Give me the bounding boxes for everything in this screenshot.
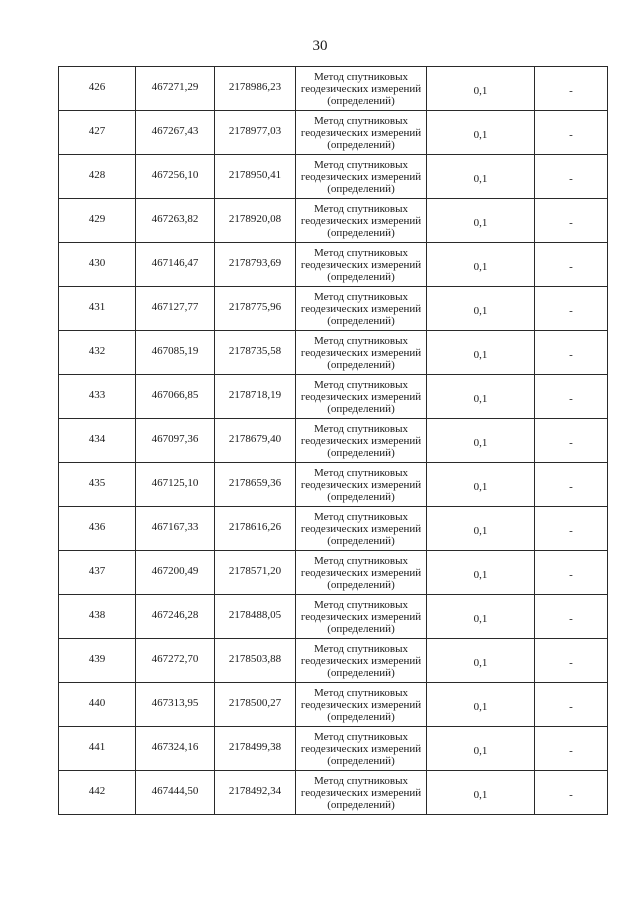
y-coordinate-cell (215, 67, 296, 111)
page-number: 30 (312, 38, 328, 54)
table-row (59, 199, 608, 243)
method-cell (296, 243, 427, 287)
y-coordinate-text: 2178793,69 (228, 257, 282, 269)
accuracy-text: 0,1 (473, 656, 488, 669)
y-coordinate-text: 2178492,34 (228, 785, 282, 797)
point-number-cell (59, 331, 136, 375)
accuracy-cell (427, 463, 535, 507)
table-row (59, 639, 608, 683)
x-coordinate-text: 467267,43 (151, 125, 199, 137)
x-coordinate-text: 467200,49 (151, 565, 199, 577)
x-coordinate-cell (136, 287, 215, 331)
point-number-text: 440 (88, 697, 106, 709)
accuracy-cell (427, 243, 535, 287)
y-coordinate-cell (215, 727, 296, 771)
point-number-text: 433 (88, 389, 106, 401)
point-number-text: 431 (88, 301, 106, 313)
description-text: - (569, 744, 573, 757)
y-coordinate-cell (215, 507, 296, 551)
table-row (59, 287, 608, 331)
point-number-text: 434 (88, 433, 106, 445)
point-number-cell (59, 287, 136, 331)
description-cell (535, 595, 608, 639)
description-cell (535, 639, 608, 683)
y-coordinate-text: 2178735,58 (228, 345, 282, 357)
table-row (59, 771, 608, 815)
point-number-cell (59, 155, 136, 199)
x-coordinate-text: 467127,77 (151, 301, 199, 313)
table-row (59, 463, 608, 507)
accuracy-cell (427, 199, 535, 243)
description-text: - (569, 392, 573, 405)
table-row (59, 595, 608, 639)
method-cell (296, 639, 427, 683)
table-row (59, 155, 608, 199)
method-text: Метод спутниковых геодезических измерений (определений) (300, 774, 422, 811)
method-cell (296, 595, 427, 639)
accuracy-cell (427, 595, 535, 639)
y-coordinate-text: 2178659,36 (228, 477, 282, 489)
x-coordinate-cell (136, 639, 215, 683)
y-coordinate-text: 2178986,23 (228, 81, 282, 93)
method-cell (296, 507, 427, 551)
method-cell (296, 375, 427, 419)
method-cell (296, 419, 427, 463)
y-coordinate-text: 2178977,03 (228, 125, 282, 137)
method-cell (296, 551, 427, 595)
x-coordinate-text: 467324,16 (151, 741, 199, 753)
y-coordinate-cell (215, 287, 296, 331)
description-cell (535, 727, 608, 771)
point-number-cell (59, 551, 136, 595)
x-coordinate-cell (136, 551, 215, 595)
accuracy-cell (427, 551, 535, 595)
description-text: - (569, 524, 573, 537)
point-number-cell (59, 683, 136, 727)
method-text: Метод спутниковых геодезических измерений (определений) (300, 246, 422, 283)
method-text: Метод спутниковых геодезических измерений (определений) (300, 642, 422, 679)
table-row (59, 683, 608, 727)
x-coordinate-cell (136, 683, 215, 727)
point-number-cell (59, 419, 136, 463)
accuracy-text: 0,1 (473, 568, 488, 581)
description-text: - (569, 436, 573, 449)
point-number-text: 435 (88, 477, 106, 489)
method-cell (296, 331, 427, 375)
point-number-cell (59, 727, 136, 771)
point-number-text: 438 (88, 609, 106, 621)
accuracy-cell (427, 507, 535, 551)
point-number-text: 441 (88, 741, 106, 753)
method-text: Метод спутниковых геодезических измерений (определений) (300, 114, 422, 151)
x-coordinate-cell (136, 595, 215, 639)
accuracy-cell (427, 727, 535, 771)
point-number-text: 432 (88, 345, 106, 357)
x-coordinate-cell (136, 771, 215, 815)
point-number-cell (59, 595, 136, 639)
accuracy-cell (427, 375, 535, 419)
x-coordinate-cell (136, 507, 215, 551)
coordinates-table-body (59, 67, 608, 815)
description-cell (535, 111, 608, 155)
y-coordinate-text: 2178775,96 (228, 301, 282, 313)
x-coordinate-cell (136, 727, 215, 771)
accuracy-cell (427, 287, 535, 331)
description-cell (535, 771, 608, 815)
y-coordinate-cell (215, 155, 296, 199)
method-text: Метод спутниковых геодезических измерений (определений) (300, 686, 422, 723)
point-number-cell (59, 639, 136, 683)
description-text: - (569, 304, 573, 317)
accuracy-text: 0,1 (473, 172, 488, 185)
description-text: - (569, 348, 573, 361)
description-text: - (569, 84, 573, 97)
y-coordinate-text: 2178499,38 (228, 741, 282, 753)
x-coordinate-cell (136, 463, 215, 507)
x-coordinate-text: 467097,36 (151, 433, 199, 445)
x-coordinate-cell (136, 243, 215, 287)
method-cell (296, 771, 427, 815)
method-text: Метод спутниковых геодезических измерений (определений) (300, 70, 422, 107)
x-coordinate-text: 467085,19 (151, 345, 199, 357)
accuracy-cell (427, 155, 535, 199)
y-coordinate-cell (215, 683, 296, 727)
y-coordinate-text: 2178616,26 (228, 521, 282, 533)
y-coordinate-cell (215, 771, 296, 815)
point-number-text: 427 (88, 125, 106, 137)
table-row (59, 375, 608, 419)
description-text: - (569, 216, 573, 229)
y-coordinate-cell (215, 199, 296, 243)
accuracy-text: 0,1 (473, 436, 488, 449)
method-cell (296, 727, 427, 771)
x-coordinate-cell (136, 331, 215, 375)
point-number-text: 437 (88, 565, 106, 577)
point-number-cell (59, 243, 136, 287)
y-coordinate-cell (215, 551, 296, 595)
point-number-cell (59, 771, 136, 815)
accuracy-text: 0,1 (473, 744, 488, 757)
y-coordinate-text: 2178571,20 (228, 565, 282, 577)
x-coordinate-text: 467263,82 (151, 213, 199, 225)
description-text: - (569, 656, 573, 669)
description-text: - (569, 612, 573, 625)
description-text: - (569, 128, 573, 141)
x-coordinate-text: 467256,10 (151, 169, 199, 181)
accuracy-text: 0,1 (473, 788, 488, 801)
method-cell (296, 67, 427, 111)
y-coordinate-text: 2178950,41 (228, 169, 282, 181)
table-row (59, 331, 608, 375)
table-row (59, 419, 608, 463)
x-coordinate-cell (136, 67, 215, 111)
table-row (59, 111, 608, 155)
description-cell (535, 67, 608, 111)
point-number-text: 436 (88, 521, 106, 533)
method-text: Метод спутниковых геодезических измерений (определений) (300, 158, 422, 195)
y-coordinate-cell (215, 463, 296, 507)
description-cell (535, 375, 608, 419)
table-row (59, 243, 608, 287)
method-cell (296, 683, 427, 727)
method-text: Метод спутниковых геодезических измерений (определений) (300, 202, 422, 239)
x-coordinate-cell (136, 199, 215, 243)
x-coordinate-text: 467313,95 (151, 697, 199, 709)
method-text: Метод спутниковых геодезических измерений (определений) (300, 554, 422, 591)
description-text: - (569, 172, 573, 185)
table-row (59, 67, 608, 111)
method-text: Метод спутниковых геодезических измерений (определений) (300, 730, 422, 767)
x-coordinate-cell (136, 375, 215, 419)
accuracy-text: 0,1 (473, 612, 488, 625)
accuracy-text: 0,1 (473, 524, 488, 537)
x-coordinate-text: 467246,28 (151, 609, 199, 621)
y-coordinate-cell (215, 595, 296, 639)
table-row (59, 727, 608, 771)
description-cell (535, 287, 608, 331)
accuracy-cell (427, 683, 535, 727)
description-cell (535, 243, 608, 287)
x-coordinate-text: 467066,85 (151, 389, 199, 401)
method-text: Метод спутниковых геодезических измерений (определений) (300, 334, 422, 371)
x-coordinate-text: 467167,33 (151, 521, 199, 533)
point-number-text: 430 (88, 257, 106, 269)
description-cell (535, 683, 608, 727)
point-number-cell (59, 507, 136, 551)
table-row (59, 551, 608, 595)
description-cell (535, 419, 608, 463)
y-coordinate-cell (215, 419, 296, 463)
description-cell (535, 199, 608, 243)
y-coordinate-text: 2178679,40 (228, 433, 282, 445)
y-coordinate-cell (215, 639, 296, 683)
point-number-cell (59, 463, 136, 507)
point-number-cell (59, 67, 136, 111)
method-cell (296, 155, 427, 199)
accuracy-text: 0,1 (473, 260, 488, 273)
point-number-text: 428 (88, 169, 106, 181)
method-text: Метод спутниковых геодезических измерений (определений) (300, 598, 422, 635)
accuracy-cell (427, 331, 535, 375)
point-number-cell (59, 375, 136, 419)
method-text: Метод спутниковых геодезических измерений (определений) (300, 466, 422, 503)
description-text: - (569, 788, 573, 801)
method-text: Метод спутниковых геодезических измерений (определений) (300, 290, 422, 327)
accuracy-cell (427, 111, 535, 155)
x-coordinate-cell (136, 155, 215, 199)
description-cell (535, 551, 608, 595)
x-coordinate-cell (136, 111, 215, 155)
y-coordinate-text: 2178500,27 (228, 697, 282, 709)
y-coordinate-text: 2178503,88 (228, 653, 282, 665)
description-text: - (569, 480, 573, 493)
description-cell (535, 155, 608, 199)
description-text: - (569, 260, 573, 273)
accuracy-cell (427, 771, 535, 815)
method-cell (296, 111, 427, 155)
description-cell (535, 507, 608, 551)
y-coordinate-text: 2178718,19 (228, 389, 282, 401)
point-number-cell (59, 111, 136, 155)
accuracy-text: 0,1 (473, 216, 488, 229)
x-coordinate-cell (136, 419, 215, 463)
x-coordinate-text: 467146,47 (151, 257, 199, 269)
y-coordinate-cell (215, 375, 296, 419)
method-text: Метод спутниковых геодезических измерений (определений) (300, 378, 422, 415)
accuracy-cell (427, 67, 535, 111)
method-text: Метод спутниковых геодезических измерений (определений) (300, 510, 422, 547)
x-coordinate-text: 467272,70 (151, 653, 199, 665)
y-coordinate-cell (215, 243, 296, 287)
point-number-text: 442 (88, 785, 106, 797)
x-coordinate-text: 467125,10 (151, 477, 199, 489)
method-cell (296, 199, 427, 243)
accuracy-text: 0,1 (473, 84, 488, 97)
description-cell (535, 331, 608, 375)
description-text: - (569, 568, 573, 581)
point-number-text: 426 (88, 81, 106, 93)
accuracy-text: 0,1 (473, 348, 488, 361)
point-number-text: 439 (88, 653, 106, 665)
y-coordinate-text: 2178488,05 (228, 609, 282, 621)
accuracy-cell (427, 419, 535, 463)
description-cell (535, 463, 608, 507)
description-text: - (569, 700, 573, 713)
point-number-text: 429 (88, 213, 106, 225)
accuracy-text: 0,1 (473, 480, 488, 493)
x-coordinate-text: 467271,29 (151, 81, 199, 93)
y-coordinate-cell (215, 331, 296, 375)
method-cell (296, 287, 427, 331)
accuracy-text: 0,1 (473, 392, 488, 405)
x-coordinate-text: 467444,50 (151, 785, 199, 797)
accuracy-text: 0,1 (473, 128, 488, 141)
method-cell (296, 463, 427, 507)
y-coordinate-cell (215, 111, 296, 155)
table-row (59, 507, 608, 551)
accuracy-text: 0,1 (473, 304, 488, 317)
accuracy-text: 0,1 (473, 700, 488, 713)
accuracy-cell (427, 639, 535, 683)
y-coordinate-text: 2178920,08 (228, 213, 282, 225)
point-number-cell (59, 199, 136, 243)
method-text: Метод спутниковых геодезических измерений (определений) (300, 422, 422, 459)
coordinates-table (58, 66, 608, 815)
